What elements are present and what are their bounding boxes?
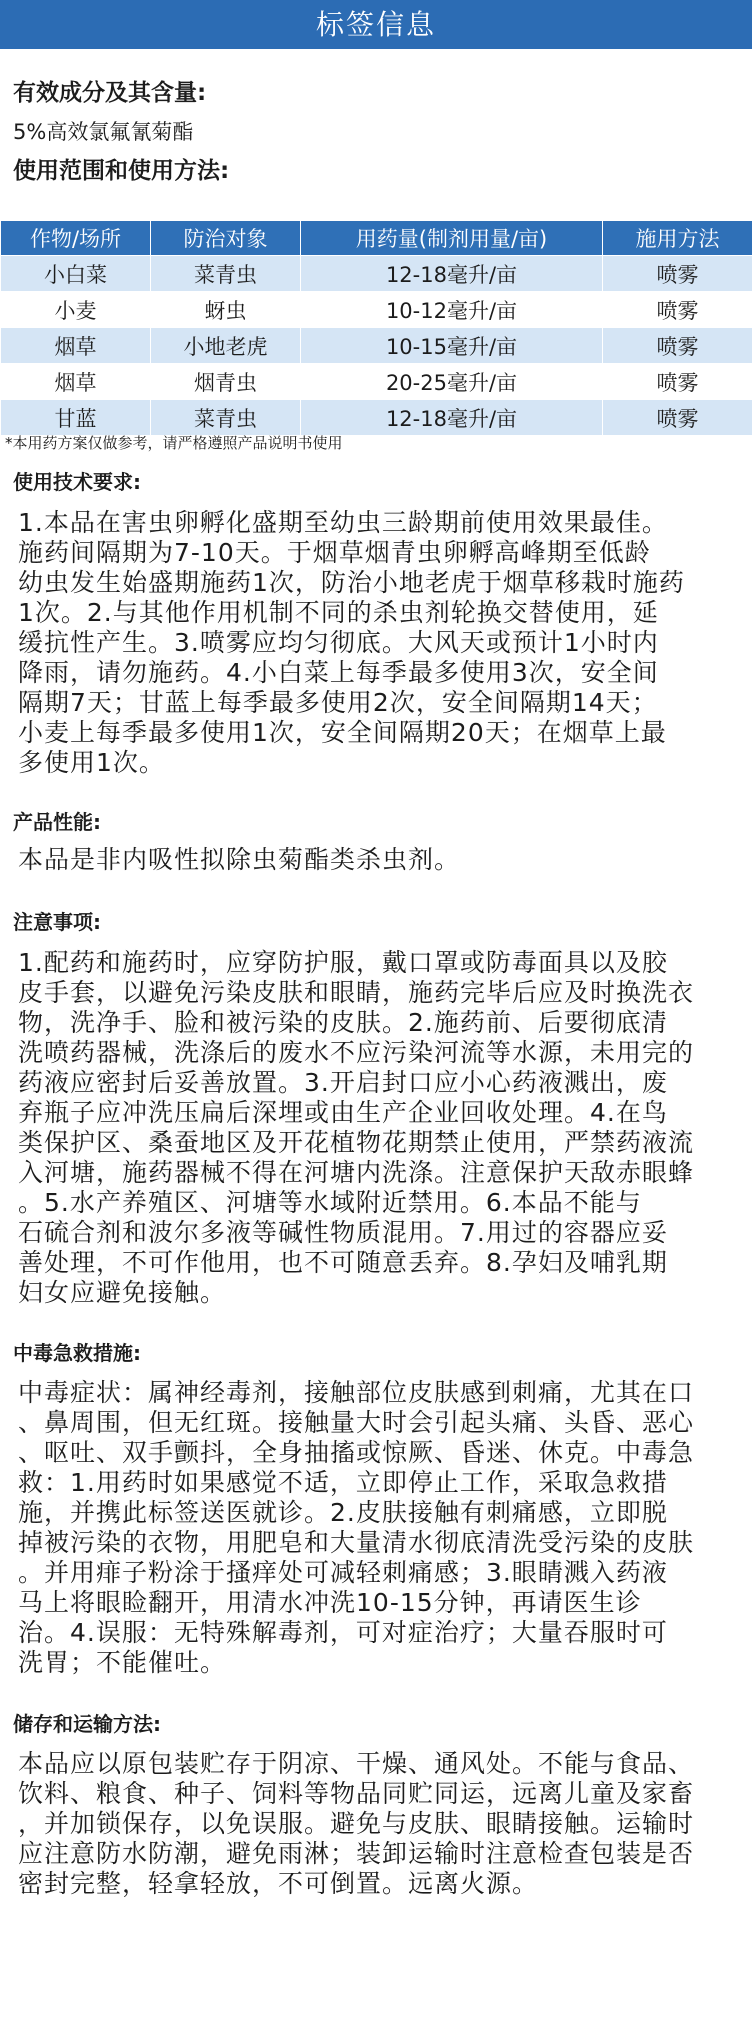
page-header xyxy=(0,0,752,49)
text-line: 、鼻周围，但无红斑。接触量大时会引起头痛、头昏、恶心 xyxy=(18,1408,695,1437)
storage-heading: 储存和运输方法: xyxy=(13,1712,161,1736)
text-line: 应注意防水防潮，避免雨淋；装卸运输时注意检查包装是否 xyxy=(18,1839,695,1868)
table-cell: 小麦 xyxy=(1,292,151,328)
table-cell: 喷雾 xyxy=(603,364,752,400)
table-cell: 菜青虫 xyxy=(151,400,301,436)
text-line: 缓抗性产生。3.喷雾应均匀彻底。大风天或预计1小时内 xyxy=(18,628,659,657)
technique-heading: 使用技术要求: xyxy=(13,470,141,494)
text-line: 物，洗净手、脸和被污染的皮肤。2.施药前、后要彻底清 xyxy=(18,1008,668,1037)
precautions-text xyxy=(0,948,752,1308)
text-line: 幼虫发生始盛期施药1次，防治小地老虎于烟草移栽时施药 xyxy=(18,568,685,597)
text-line: 施，并携此标签送医就诊。2.皮肤接触有刺痛感，立即脱 xyxy=(18,1498,668,1527)
text-line: 皮手套，以避免污染皮肤和眼睛，施药完毕后应及时换洗衣 xyxy=(18,978,695,1007)
text-line: 治。4.误服：无特殊解毒剂，可对症治疗；大量吞服时可 xyxy=(18,1618,668,1647)
table-cell: 烟草 xyxy=(1,364,151,400)
table-cell: 小白菜 xyxy=(1,256,151,292)
performance-heading: 产品性能: xyxy=(13,810,101,834)
ingredient-value: 5%高效氯氟氰菊酯 xyxy=(13,120,194,144)
text-line: 石硫合剂和波尔多液等碱性物质混用。7.用过的容器应妥 xyxy=(18,1218,668,1247)
column-header: 防治对象 xyxy=(151,221,301,256)
text-line: 药液应密封后妥善放置。3.开启封口应小心药液溅出，废 xyxy=(18,1068,668,1097)
table-cell: 10-15毫升/亩 xyxy=(301,328,603,364)
text-line: 1.配药和施药时，应穿防护服，戴口罩或防毒面具以及胶 xyxy=(18,948,668,977)
text-line: 。并用痱子粉涂于搔痒处可减轻刺痛感；3.眼睛溅入药液 xyxy=(18,1558,668,1587)
text-line: 本品应以原包装贮存于阴凉、干燥、通风处。不能与食品、 xyxy=(18,1749,695,1778)
precautions-heading: 注意事项: xyxy=(13,910,101,934)
first-aid-heading: 中毒急救措施: xyxy=(13,1341,141,1365)
storage-text xyxy=(0,1749,752,1899)
text-line: 类保护区、桑蚕地区及开花植物花期禁止使用，严禁药液流 xyxy=(18,1128,695,1157)
text-line: 隔期7天；甘蓝上每季最多使用2次，安全间隔期14天； xyxy=(18,688,658,717)
table-cell: 小地老虎 xyxy=(151,328,301,364)
first-aid-text xyxy=(0,1378,752,1678)
column-header: 作物/场所 xyxy=(1,221,151,256)
text-line: 弃瓶子应冲洗压扁后深埋或由生产企业回收处理。4.在鸟 xyxy=(18,1098,668,1127)
usage-heading: 使用范围和使用方法: xyxy=(13,158,230,184)
text-line: ，并加锁保存，以免误服。避免与皮肤、眼睛接触。运输时 xyxy=(18,1809,695,1838)
column-header: 用药量(制剂用量/亩) xyxy=(301,221,603,256)
text-line: 饮料、粮食、种子、饲料等物品同贮同运，远离儿童及家畜 xyxy=(18,1779,695,1808)
ingredient-heading: 有效成分及其含量: xyxy=(13,80,207,106)
table-cell: 10-12毫升/亩 xyxy=(301,292,603,328)
table-row xyxy=(1,364,752,400)
text-line: 入河塘，施药器械不得在河塘内洗涤。注意保护天敌赤眼蜂 xyxy=(18,1158,695,1187)
text-line: 洗喷药器械，洗涤后的废水不应污染河流等水源，未用完的 xyxy=(18,1038,695,1067)
table-cell: 20-25毫升/亩 xyxy=(301,364,603,400)
text-line: 降雨，请勿施药。4.小白菜上每季最多使用3次，安全间 xyxy=(18,658,659,687)
text-line: 。5.水产养殖区、河塘等水域附近禁用。6.本品不能与 xyxy=(18,1188,642,1217)
text-line: 洗胃；不能催吐。 xyxy=(18,1648,227,1677)
performance-text xyxy=(0,845,752,875)
table-row xyxy=(1,328,752,364)
text-line: 、呕吐、双手颤抖，全身抽搐或惊厥、昏迷、休克。中毒急 xyxy=(18,1438,695,1467)
table-cell: 烟青虫 xyxy=(151,364,301,400)
table-row xyxy=(1,256,752,292)
column-header: 施用方法 xyxy=(603,221,752,256)
table-cell: 甘蓝 xyxy=(1,400,151,436)
dosage-table xyxy=(0,220,752,436)
text-line: 马上将眼睑翻开，用清水冲洗10-15分钟，再请医生诊 xyxy=(18,1588,642,1617)
text-line: 1次。2.与其他作用机制不同的杀虫剂轮换交替使用，延 xyxy=(18,598,659,627)
text-line: 密封完整，轻拿轻放，不可倒置。远离火源。 xyxy=(18,1869,539,1898)
text-line: 妇女应避免接触。 xyxy=(18,1278,227,1307)
usage-note: *本用药方案仅做参考，请严格遵照产品说明书使用 xyxy=(5,434,343,452)
table-cell: 喷雾 xyxy=(603,400,752,436)
page-title: 标签信息 xyxy=(315,8,436,41)
text-line: 多使用1次。 xyxy=(18,748,165,777)
text-line: 善处理，不可作他用，也不可随意丢弃。8.孕妇及哺乳期 xyxy=(18,1248,668,1277)
table-cell: 蚜虫 xyxy=(151,292,301,328)
text-line: 中毒症状：属神经毒剂，接触部位皮肤感到刺痛，尤其在口 xyxy=(18,1378,695,1407)
table-cell: 烟草 xyxy=(1,328,151,364)
table-cell: 12-18毫升/亩 xyxy=(301,400,603,436)
table-cell: 菜青虫 xyxy=(151,256,301,292)
text-line: 小麦上每季最多使用1次，安全间隔期20天；在烟草上最 xyxy=(18,718,667,747)
table-cell: 喷雾 xyxy=(603,328,752,364)
table-body xyxy=(1,256,752,436)
text-line: 救：1.用药时如果感觉不适，立即停止工作，采取急救措 xyxy=(18,1468,668,1497)
technique-text xyxy=(0,508,752,778)
text-line: 掉被污染的衣物，用肥皂和大量清水彻底清洗受污染的皮肤 xyxy=(18,1528,695,1557)
table-cell: 12-18毫升/亩 xyxy=(301,256,603,292)
table-cell: 喷雾 xyxy=(603,292,752,328)
table-row xyxy=(1,292,752,328)
table-cell: 喷雾 xyxy=(603,256,752,292)
table-header-row xyxy=(1,221,752,256)
text-line: 本品是非内吸性拟除虫菊酯类杀虫剂。 xyxy=(18,845,461,874)
table-row xyxy=(1,400,752,436)
text-line: 1.本品在害虫卵孵化盛期至幼虫三龄期前使用效果最佳。 xyxy=(18,508,668,537)
text-line: 施药间隔期为7-10天。于烟草烟青虫卵孵高峰期至低龄 xyxy=(18,538,651,567)
